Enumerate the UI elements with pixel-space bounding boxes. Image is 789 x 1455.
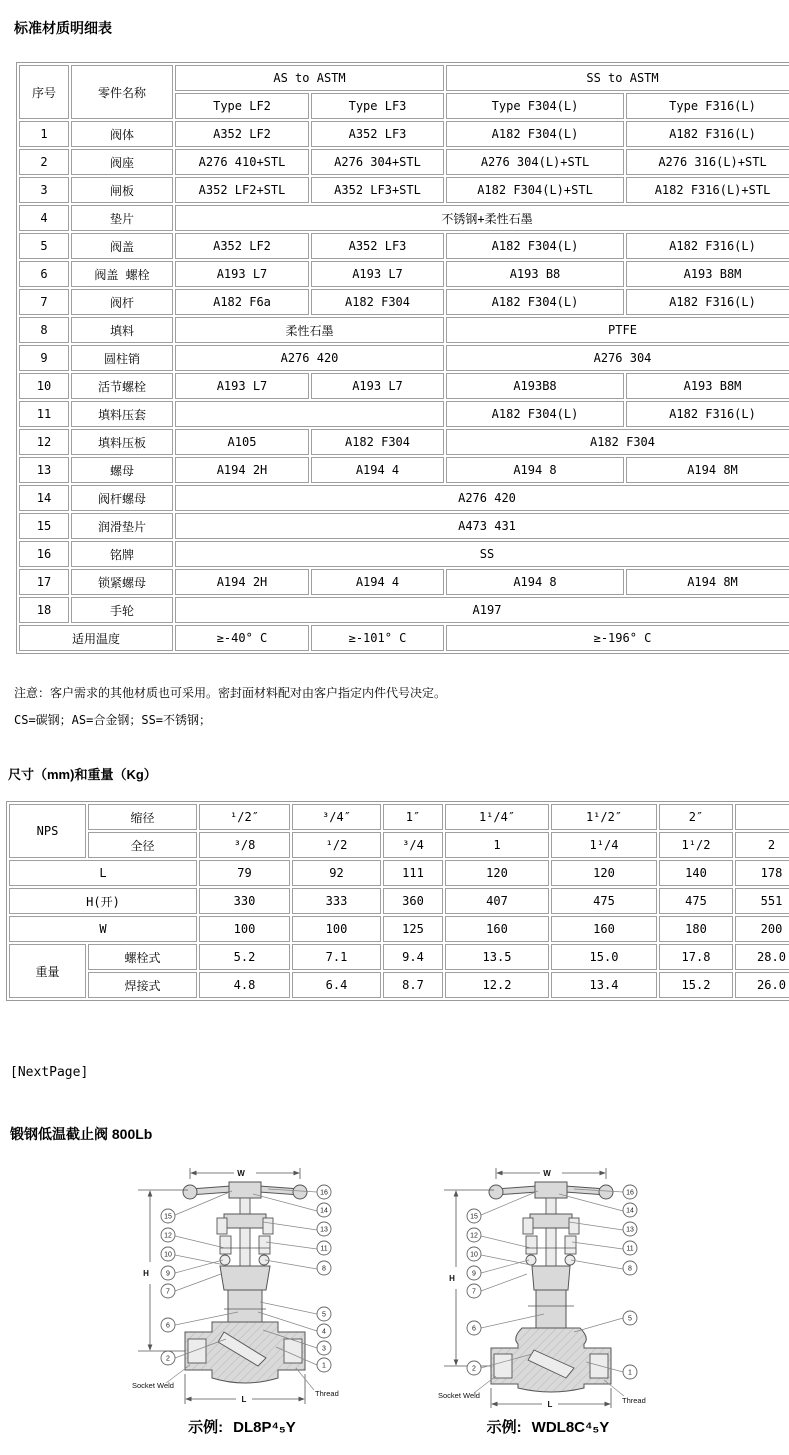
table-row — [19, 121, 789, 147]
svg-text:3: 3 — [322, 1345, 326, 1353]
table-cell: PTFE — [446, 317, 789, 343]
col-header-type-lf3: Type LF3 — [311, 93, 444, 119]
table-cell: 8 — [19, 317, 69, 343]
table-cell: A182 F316(L)+STL — [626, 177, 789, 203]
table-cell: 111 — [383, 860, 443, 886]
caption-code: WDL8C⁴₅Y — [531, 1419, 610, 1436]
valve-drawing-2 — [434, 1162, 662, 1414]
table-cell: 阀杆螺母 — [71, 485, 173, 511]
page-title: 标准材质明细表 — [14, 20, 112, 36]
svg-text:6: 6 — [472, 1325, 476, 1333]
table-cell: 11 — [19, 401, 69, 427]
svg-text:7: 7 — [166, 1288, 170, 1296]
table-cell: 阀体 — [71, 121, 173, 147]
table-cell: A193 L7 — [311, 261, 444, 287]
svg-text:1: 1 — [628, 1369, 632, 1377]
table-cell: A193 B8M — [626, 261, 789, 287]
table-row — [19, 541, 789, 567]
table-row — [19, 317, 789, 343]
table-cell: A193 L7 — [175, 261, 309, 287]
table-cell: 178 — [735, 860, 789, 886]
table-cell: 12.2 — [445, 972, 549, 998]
table-cell: 1¹/2″ — [551, 804, 657, 830]
table-cell: A182 F304(L)+STL — [446, 177, 624, 203]
table-row — [9, 972, 789, 998]
table-cell: 重量 — [9, 944, 86, 998]
diagram1-caption — [188, 1416, 296, 1437]
table-cell: 330 — [199, 888, 290, 914]
caption-code: DL8P⁴₅Y — [233, 1419, 296, 1436]
table-cell: A182 F316(L) — [626, 233, 789, 259]
table-row — [9, 804, 789, 830]
table-cell: 2 — [735, 832, 789, 858]
table-cell: 100 — [292, 916, 381, 942]
table-cell: 551 — [735, 888, 789, 914]
table-cell: SS — [175, 541, 789, 567]
col-header-type-lf2: Type LF2 — [175, 93, 309, 119]
svg-text:14: 14 — [626, 1207, 634, 1215]
table-cell: 14 — [19, 485, 69, 511]
table-cell: 5 — [19, 233, 69, 259]
table-cell: 圆柱销 — [71, 345, 173, 371]
table-cell: A352 LF3 — [311, 233, 444, 259]
svg-text:2: 2 — [166, 1355, 170, 1363]
table-cell: 120 — [445, 860, 549, 886]
valve-drawing-1 — [128, 1162, 356, 1414]
table-cell: A193 L7 — [175, 373, 309, 399]
table-row — [9, 888, 789, 914]
table-cell: A182 F316(L) — [626, 121, 789, 147]
dim-label-h: H — [143, 1269, 149, 1278]
materials-header-row-1 — [19, 65, 789, 91]
svg-text:5: 5 — [322, 1311, 326, 1319]
svg-text:11: 11 — [626, 1245, 634, 1253]
socket-weld-label: Socket Weld — [438, 1391, 480, 1400]
table-cell: 1¹/4″ — [445, 804, 549, 830]
table-cell: A352 LF2 — [175, 121, 309, 147]
table-cell: ¹/2 — [292, 832, 381, 858]
table-row — [19, 149, 789, 175]
table-cell: 15.2 — [659, 972, 733, 998]
next-page-marker: [NextPage] — [10, 1065, 89, 1080]
table-cell: 360 — [383, 888, 443, 914]
table-cell: 5.2 — [199, 944, 290, 970]
table-cell: A105 — [175, 429, 309, 455]
table-cell: 160 — [445, 916, 549, 942]
table-cell: 2 — [19, 149, 69, 175]
thread-label: Thread — [622, 1396, 646, 1405]
table-cell: 125 — [383, 916, 443, 942]
table-cell: A182 F304 — [311, 289, 444, 315]
table-cell: 92 — [292, 860, 381, 886]
table-cell — [175, 401, 444, 427]
table-cell: 79 — [199, 860, 290, 886]
table-cell: A194 2H — [175, 457, 309, 483]
table-cell: 160 — [551, 916, 657, 942]
table-cell: 润滑垫片 — [71, 513, 173, 539]
table-cell: 7.1 — [292, 944, 381, 970]
table-cell: A194 4 — [311, 569, 444, 595]
table-row — [19, 485, 789, 511]
table-cell: A194 8 — [446, 457, 624, 483]
table-cell: 407 — [445, 888, 549, 914]
table-cell: H(开) — [9, 888, 197, 914]
dimensions-section-title: 尺寸（mm)和重量（Kg） — [8, 767, 157, 782]
table-cell: 3 — [19, 177, 69, 203]
table-cell: 100 — [199, 916, 290, 942]
svg-text:13: 13 — [320, 1226, 328, 1234]
table-cell: 螺母 — [71, 457, 173, 483]
table-cell: 6 — [19, 261, 69, 287]
table-row — [19, 625, 789, 651]
table-cell: A182 F6a — [175, 289, 309, 315]
table-cell: A352 LF2+STL — [175, 177, 309, 203]
table-cell: 12 — [19, 429, 69, 455]
table-cell: 15.0 — [551, 944, 657, 970]
table-cell: ≥-196° C — [446, 625, 789, 651]
table-cell: A193 B8M — [626, 373, 789, 399]
table-cell: A276 420 — [175, 485, 789, 511]
table-cell: ≥-40° C — [175, 625, 309, 651]
table-cell: A276 304 — [446, 345, 789, 371]
table-cell: NPS — [9, 804, 86, 858]
valve-diagram-socket-weld — [128, 1162, 356, 1437]
table-cell: 阀盖 — [71, 233, 173, 259]
col-group-as-to-astm: AS to ASTM — [175, 65, 444, 91]
svg-text:10: 10 — [164, 1251, 172, 1259]
svg-text:4: 4 — [322, 1328, 326, 1336]
table-cell: 200 — [735, 916, 789, 942]
table-cell: ³/8 — [199, 832, 290, 858]
table-cell: L — [9, 860, 197, 886]
table-row — [19, 177, 789, 203]
svg-text:15: 15 — [164, 1213, 172, 1221]
caption-prefix: 示例: — [188, 1419, 224, 1436]
table-cell: 闸板 — [71, 177, 173, 203]
table-cell: 26.0 — [735, 972, 789, 998]
table-cell: W — [9, 916, 197, 942]
table-cell: 阀盖 螺栓 — [71, 261, 173, 287]
note-line-2: CS=碳钢；AS=合金钢；SS=不锈钢； — [14, 713, 212, 727]
table-cell: 13.5 — [445, 944, 549, 970]
table-row — [19, 345, 789, 371]
table-cell: A182 F304(L) — [446, 233, 624, 259]
table-cell: 不锈钢+柔性石墨 — [175, 205, 789, 231]
table-cell: ¹/2″ — [199, 804, 290, 830]
table-cell: 柔性石墨 — [175, 317, 444, 343]
svg-text:15: 15 — [470, 1213, 478, 1221]
table-cell: 16 — [19, 541, 69, 567]
table-cell: 1¹/4 — [551, 832, 657, 858]
table-cell: A182 F316(L) — [626, 289, 789, 315]
table-cell: A197 — [175, 597, 789, 623]
table-cell: 333 — [292, 888, 381, 914]
table-cell: 475 — [551, 888, 657, 914]
table-cell: 18 — [19, 597, 69, 623]
svg-text:8: 8 — [322, 1265, 326, 1273]
table-cell: 9 — [19, 345, 69, 371]
table-cell: ³/4 — [383, 832, 443, 858]
table-cell: 铭牌 — [71, 541, 173, 567]
col-header-type-f316: Type F316(L) — [626, 93, 789, 119]
table-cell: 180 — [659, 916, 733, 942]
valve-drawing — [132, 1168, 339, 1404]
table-cell: A182 F304(L) — [446, 289, 624, 315]
caption-prefix: 示例: — [486, 1419, 522, 1436]
svg-text:1: 1 — [322, 1362, 326, 1370]
table-cell: 8.7 — [383, 972, 443, 998]
col-header-no: 序号 — [19, 65, 69, 119]
table-cell: 螺栓式 — [88, 944, 197, 970]
valve-drawing — [438, 1168, 646, 1409]
table-cell: A352 LF3+STL — [311, 177, 444, 203]
table-cell: 4.8 — [199, 972, 290, 998]
table-cell: A276 304(L)+STL — [446, 149, 624, 175]
table-cell: A182 F304(L) — [446, 121, 624, 147]
table-cell: A352 LF2 — [175, 233, 309, 259]
table-row — [9, 860, 789, 886]
table-cell: 120 — [551, 860, 657, 886]
table-cell: 9.4 — [383, 944, 443, 970]
dim-label-w: W — [237, 1169, 245, 1178]
table-cell: A182 F304 — [311, 429, 444, 455]
table-row — [9, 944, 789, 970]
table-cell: A194 8 — [446, 569, 624, 595]
table-cell: 6.4 — [292, 972, 381, 998]
svg-text:12: 12 — [164, 1232, 172, 1240]
table-cell: 全径 — [88, 832, 197, 858]
table-cell: 填料 — [71, 317, 173, 343]
diagram2-caption — [487, 1416, 610, 1437]
table-row — [9, 832, 789, 858]
table-cell: A276 410+STL — [175, 149, 309, 175]
table-cell: A473 431 — [175, 513, 789, 539]
socket-weld-label: Socket Weld — [132, 1381, 174, 1390]
table-row — [19, 373, 789, 399]
table-cell: 手轮 — [71, 597, 173, 623]
table-row — [19, 569, 789, 595]
table-cell: 垫片 — [71, 205, 173, 231]
svg-text:7: 7 — [472, 1288, 476, 1296]
table-cell: A276 420 — [175, 345, 444, 371]
table-row — [19, 597, 789, 623]
table-cell: A194 8M — [626, 569, 789, 595]
table-cell: A193 L7 — [311, 373, 444, 399]
notes-block — [14, 680, 789, 734]
table-row — [19, 457, 789, 483]
valve-diagrams — [128, 1162, 789, 1437]
table-row — [19, 429, 789, 455]
table-cell: 7 — [19, 289, 69, 315]
table-cell: 1¹/2 — [659, 832, 733, 858]
table-cell: 锁紧螺母 — [71, 569, 173, 595]
svg-text:2: 2 — [472, 1365, 476, 1373]
svg-text:16: 16 — [320, 1189, 328, 1197]
table-cell: 140 — [659, 860, 733, 886]
table-cell: A182 F304(L) — [446, 401, 624, 427]
table-cell: A194 2H — [175, 569, 309, 595]
svg-text:11: 11 — [320, 1245, 328, 1253]
table-cell — [735, 804, 789, 830]
table-cell: A352 LF3 — [311, 121, 444, 147]
svg-text:12: 12 — [470, 1232, 478, 1240]
table-cell: 填料压板 — [71, 429, 173, 455]
table-cell: 2″ — [659, 804, 733, 830]
table-row — [19, 289, 789, 315]
table-cell: 15 — [19, 513, 69, 539]
table-row — [19, 205, 789, 231]
svg-text:8: 8 — [628, 1265, 632, 1273]
table-cell: A193B8 — [446, 373, 624, 399]
table-cell: A182 F304 — [446, 429, 789, 455]
table-cell: A193 B8 — [446, 261, 624, 287]
table-cell: A182 F316(L) — [626, 401, 789, 427]
table-cell: A194 4 — [311, 457, 444, 483]
table-cell: 活节螺栓 — [71, 373, 173, 399]
table-cell: 13.4 — [551, 972, 657, 998]
table-row — [19, 513, 789, 539]
table-cell: 28.0 — [735, 944, 789, 970]
table-cell: 475 — [659, 888, 733, 914]
dim-label-l: L — [241, 1395, 247, 1404]
svg-text:9: 9 — [166, 1270, 170, 1278]
table-cell: 焊接式 — [88, 972, 197, 998]
table-cell: 1 — [19, 121, 69, 147]
svg-text:13: 13 — [626, 1226, 634, 1234]
col-group-ss-to-astm: SS to ASTM — [446, 65, 789, 91]
table-cell: 阀座 — [71, 149, 173, 175]
table-cell: A276 304+STL — [311, 149, 444, 175]
table-cell: 17 — [19, 569, 69, 595]
table-cell: 阀杆 — [71, 289, 173, 315]
note-line-1: 注意：客户需求的其他材质也可采用。密封面材料配对由客户指定内件代号决定。 — [14, 686, 447, 700]
table-cell: 10 — [19, 373, 69, 399]
dim-label-w: W — [543, 1169, 551, 1178]
table-cell: 1 — [445, 832, 549, 858]
svg-text:6: 6 — [166, 1322, 170, 1330]
thread-label: Thread — [315, 1389, 339, 1398]
table-row — [9, 916, 789, 942]
dim-label-h: H — [449, 1274, 455, 1283]
svg-text:9: 9 — [472, 1270, 476, 1278]
dim-label-l: L — [547, 1400, 553, 1409]
table-row — [19, 401, 789, 427]
table-cell: 填料压套 — [71, 401, 173, 427]
table-cell: 适用温度 — [19, 625, 173, 651]
svg-text:16: 16 — [626, 1189, 634, 1197]
table-cell: A194 8M — [626, 457, 789, 483]
materials-table — [16, 62, 789, 654]
svg-text:5: 5 — [628, 1315, 632, 1323]
table-cell: ≥-101° C — [311, 625, 444, 651]
table-cell: 13 — [19, 457, 69, 483]
svg-text:14: 14 — [320, 1207, 328, 1215]
table-cell: 1″ — [383, 804, 443, 830]
table-row — [19, 233, 789, 259]
table-cell: 17.8 — [659, 944, 733, 970]
dimensions-table — [6, 801, 789, 1001]
table-cell: A276 316(L)+STL — [626, 149, 789, 175]
table-cell: 4 — [19, 205, 69, 231]
section2-title: 锻钢低温截止阀 800Lb — [10, 1126, 153, 1142]
table-cell: 缩径 — [88, 804, 197, 830]
svg-text:10: 10 — [470, 1251, 478, 1259]
table-cell: ³/4″ — [292, 804, 381, 830]
col-header-part: 零件名称 — [71, 65, 173, 119]
valve-diagram-thread — [434, 1162, 662, 1437]
table-row — [19, 261, 789, 287]
col-header-type-f304: Type F304(L) — [446, 93, 624, 119]
